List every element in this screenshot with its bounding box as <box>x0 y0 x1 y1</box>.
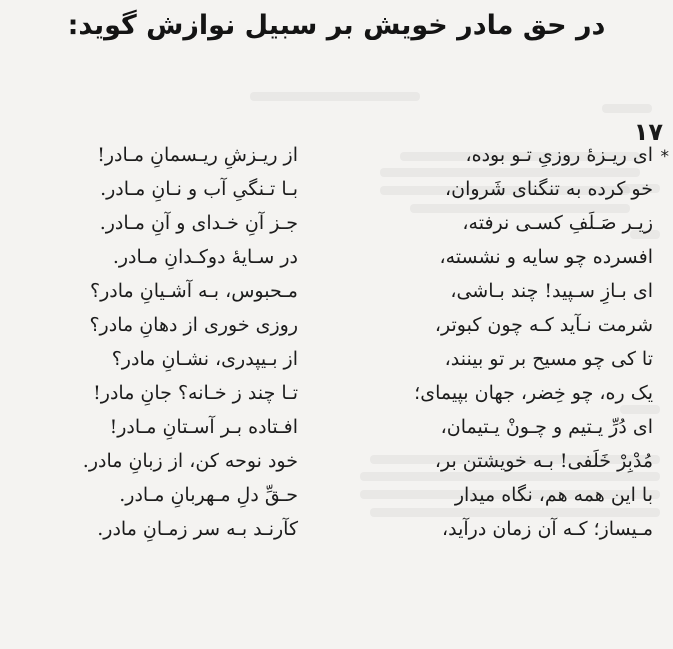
verse-line <box>0 206 673 240</box>
second-hemistich: تـا چند ز خـانه؟ جانِ مادر! <box>93 382 298 404</box>
second-hemistich: خود نوحه کن، از زبانِ مادر. <box>82 450 298 472</box>
second-hemistich: بـا تـنگیِ آب و نـانِ مـادر. <box>100 178 298 200</box>
second-hemistich: مـحبوس، بـه آشـیانِ مادر؟ <box>90 280 298 302</box>
poem-title: در حق مادر خویش بر سبیل نوازش گوید: <box>67 10 606 41</box>
verse-line <box>0 172 673 206</box>
first-hemistich: مـیساز؛ کـه آن زمان درآید، <box>441 518 653 540</box>
footnote-asterisk: * <box>660 147 669 167</box>
first-hemistich: ای دُرِّ یـتیم و چـونْ یـتیمان، <box>440 416 653 438</box>
verse-line <box>0 444 673 478</box>
verse-line <box>0 410 673 444</box>
first-hemistich: یک ره، چو خِضر، جهان بپیمای؛ <box>414 382 653 404</box>
first-hemistich: خو کرده به تنگنای شَروان، <box>445 178 653 200</box>
first-hemistich: ای بـازِ سـپید! چند بـاشی، <box>450 280 653 302</box>
verse-line <box>0 342 673 376</box>
second-hemistich: حـقِّ دلِ مـهربانِ مـادر. <box>119 484 298 506</box>
poem-number: ۱۷ <box>633 118 663 146</box>
first-hemistich: افسرده چو سایه و نشسته، <box>439 246 653 268</box>
verse-list <box>0 138 673 546</box>
second-hemistich: کآرنـد بـه سر زمـانِ مادر. <box>97 518 298 540</box>
second-hemistich: از ریـزشِ ریـسمانِ مـادر! <box>97 144 298 166</box>
first-hemistich: مُدْبِرْ خَلَفی! بـه خویشتن بر، <box>434 450 653 472</box>
verse-line <box>0 512 673 546</box>
first-hemistich: با این همه هم، نگاه میدار <box>454 484 653 506</box>
verse-line <box>0 376 673 410</box>
first-hemistich: تا کی چو مسیح بر تو بینند، <box>444 348 653 370</box>
first-hemistich: زیـر صَـلَفِ کسـی نرفته، <box>462 212 653 234</box>
verse-line <box>0 478 673 512</box>
verse-line <box>0 308 673 342</box>
first-hemistich: شرمت نـآید کـه چون کبوتر، <box>434 314 653 336</box>
second-hemistich: روزی خوری از دهانِ مادر؟ <box>89 314 298 336</box>
second-hemistich: جـز آنِ خـدای و آنِ مـادر. <box>99 212 298 234</box>
verse-line <box>0 240 673 274</box>
verse-line <box>0 274 673 308</box>
second-hemistich: افـتاده بـر آسـتانِ مـادر! <box>109 416 298 438</box>
first-hemistich: ای ریـزهٔ روزیِ تـو بوده، <box>465 144 653 166</box>
second-hemistich: در سـایهٔ دوکـدانِ مـادر. <box>112 246 298 268</box>
verse-line <box>0 138 673 172</box>
second-hemistich: از بـیپدری، نشـانِ مادر؟ <box>111 348 298 370</box>
